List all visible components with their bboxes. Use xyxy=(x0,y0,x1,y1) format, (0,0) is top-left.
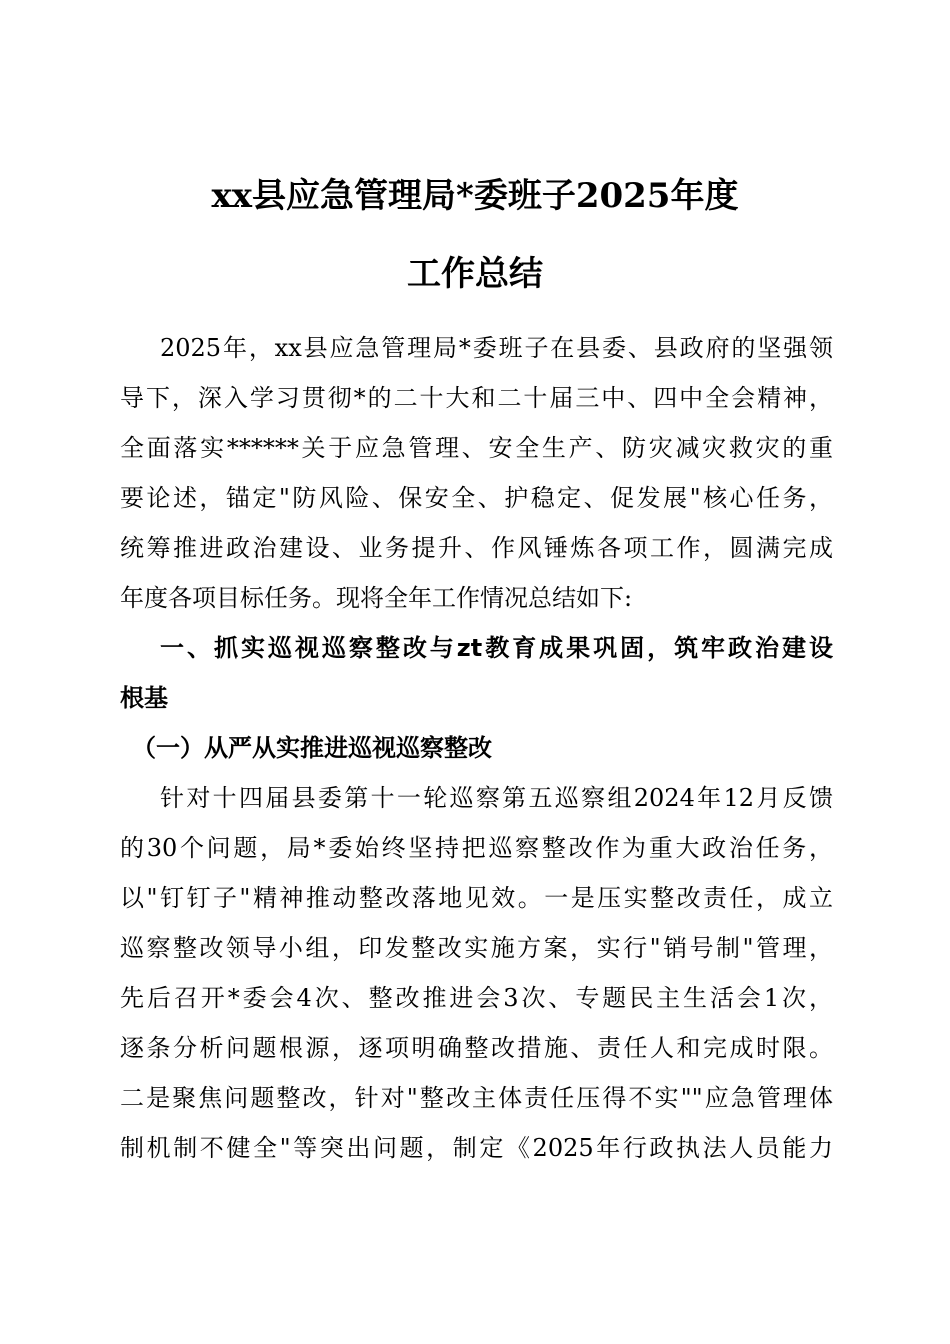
heading-line: 一、抓实巡视巡察整改与zt教育成果巩固，筑牢政治建设 xyxy=(160,634,833,662)
intro-paragraph xyxy=(120,323,833,623)
text-line: 导下，深入学习贯彻*的二十大和二十届三中、四中全会精神， xyxy=(120,384,833,412)
text-line: 年度各项目标任务。现将全年工作情况总结如下: xyxy=(120,584,633,612)
heading-line: 根基 xyxy=(120,684,168,712)
text-line: 以"钉钉子"精神推动整改落地见效。一是压实整改责任，成立 xyxy=(120,884,833,912)
text-line: 2025年，xx县应急管理局*委班子在县委、县政府的坚强领 xyxy=(160,334,833,362)
text-line: 制机制不健全"等突出问题，制定《2025年行政执法人员能力 xyxy=(120,1134,833,1162)
text-line: 要论述，锚定"防风险、保安全、护稳定、促发展"核心任务， xyxy=(120,484,833,512)
text-line: 先后召开*委会4次、整改推进会3次、专题民主生活会1次， xyxy=(120,984,833,1012)
text-line: 全面落实******关于应急管理、安全生产、防灾减灾救灾的重 xyxy=(120,434,833,462)
text-line: 逐条分析问题根源，逐项明确整改措施、责任人和完成时限。 xyxy=(120,1034,833,1062)
document-body xyxy=(120,323,833,1173)
subsection-1-heading: （一）从严从实推进巡视巡察整改 xyxy=(132,734,492,762)
document-title-line-2: 工作总结 xyxy=(407,254,543,294)
text-line: 统筹推进政治建设、业务提升、作风锤炼各项工作，圆满完成 xyxy=(120,534,833,562)
text-line: 巡察整改领导小组，印发整改实施方案，实行"销号制"管理， xyxy=(120,934,833,962)
document-title-line-1: xx县应急管理局*委班子2025年度 xyxy=(211,176,739,216)
text-line: 针对十四届县委第十一轮巡察第五巡察组2024年12月反馈 xyxy=(160,784,833,812)
subsection-1-paragraph xyxy=(120,773,833,1173)
section-1-heading xyxy=(120,623,833,723)
text-line: 的30个问题，局*委始终坚持把巡察整改作为重大政治任务， xyxy=(120,834,833,862)
text-line: 二是聚焦问题整改，针对"整改主体责任压得不实""应急管理体 xyxy=(120,1084,833,1112)
